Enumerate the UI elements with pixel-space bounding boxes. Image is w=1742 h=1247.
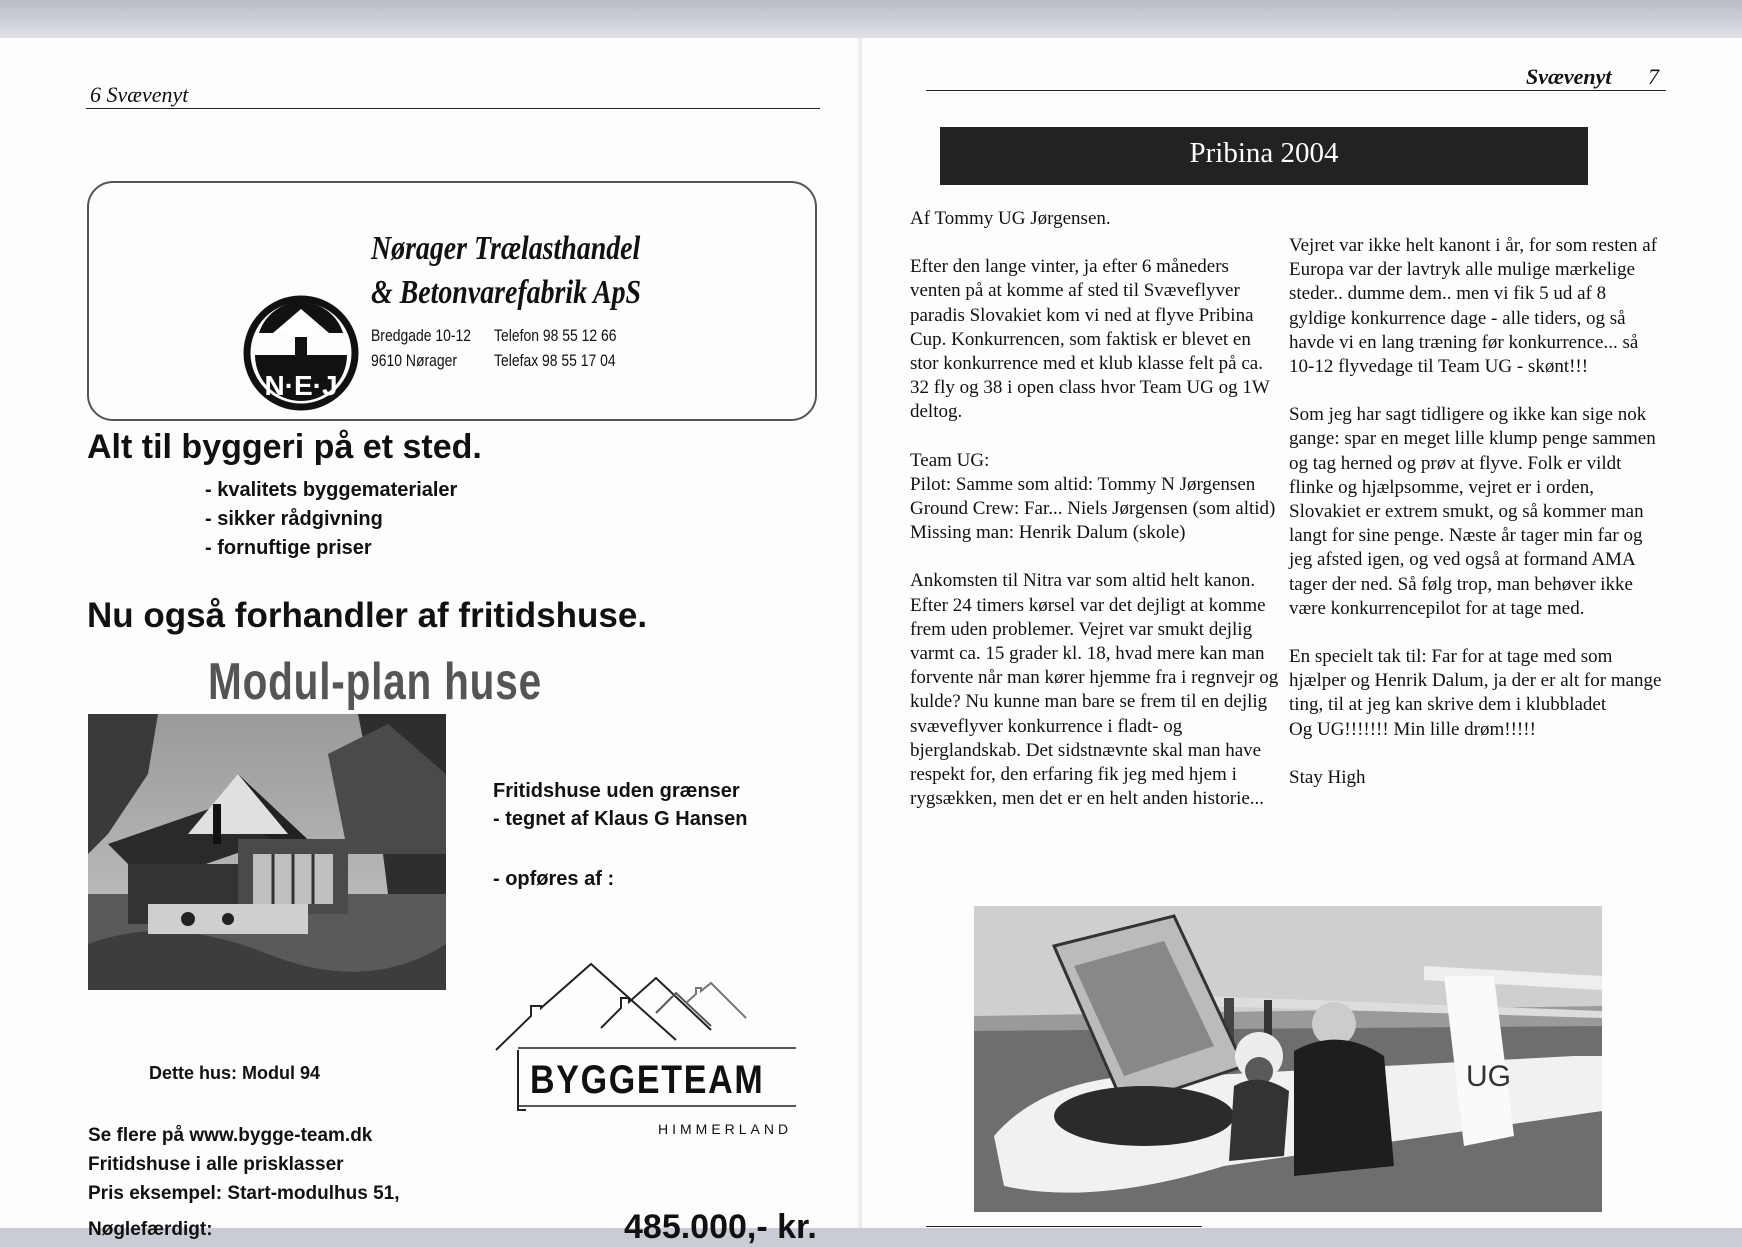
svg-text:UG: UG [1466,1060,1511,1093]
scan-top-edge [0,0,1742,38]
benefit-list [205,476,457,563]
turnkey-label: Nøglefærdigt: [88,1219,213,1240]
info-line: Pris eksempel: Start-modulhus 51, [88,1183,400,1204]
article-paragraph: Efter den lange vinter, ja efter 6 måneders venten på at komme af sted til Svæveflyver paradis Slovakiet kom vi ned at flyve Pribina Cup. Konkurrencen, som faktisk er blevet en stor konkurrence med et klub klasse felt på ca. 32 fly og 38 i open class hvor Team UG og 1W deltog. [910,256,1270,423]
benefit-item: - kvalitets byggematerialer [205,479,458,501]
address-line1: Bredgade 10-12 [371,326,471,345]
article-paragraph: Ankomsten til Nitra var som altid helt kanon. Efter 24 timers kørsel var det dejligt at komme frem uden problemer. Vejret var smukt dejlig varmt ca. 15 grader kl. 18, hvad mere kan man forvente når man kører hjemme fra i regnvejr og kulde? Nu kunne man bare se frem til en dejlig svæveflyver konkurrence i fladt- og bjerglandskab. Det sidstnævnte skal man have respekt for, den erfaring fik jeg med hjem i rygsækken, men det er en helt anden historie... [910,570,1279,810]
page-number: 7 [1648,64,1659,89]
house-photo [88,714,446,990]
modul-plan-title: Modul-plan huse [208,653,542,711]
byggeteam-wordmark: BYGGETEAM [530,1058,765,1102]
article-paragraph: Som jeg har sagt tidligere og ikke kan sige nok gange: spar en meget lille klump penge sammen og tag herned og prøv at flyve. Folk er vildt flinke og hjælpsomme, vejret er i orden, Slovakiet er extrem smukt, og så kommer man langt for sine penge. Næste år tager min far og jeg afsted igen, og ved også at formand AMA tager der ned. Så følg trop, man behøver ikke være konkurrencepilot for at tage med. [1289,404,1656,619]
team-missing: Missing man: Henrik Dalum (skole) [910,522,1186,544]
article-column-1 [910,207,1282,835]
built-by-label: - opføres af : [493,868,615,890]
article-byline: Af Tommy UG Jørgensen. [910,208,1111,229]
benefit-item: - sikker rådgivning [205,508,383,530]
page-header-left: 6 Svævenyt [90,82,189,107]
article-paragraph: En specielt tak til: Far for at tage med som hjælper og Henrik Dalum, ja der er alt for mange ting, til at jeg kan skrive dem i klubbladet [1289,646,1662,716]
info-line: Se flere på www.bygge-team.dk [88,1125,373,1146]
bottom-rule [926,1226,1202,1227]
price-value: 485.000,- kr. [624,1208,817,1246]
glider-photo [974,906,1602,1212]
team-crew: Ground Crew: Far... Niels Jørgensen (som altid) [910,498,1276,520]
house-caption: Dette hus: Modul 94 [149,1063,321,1083]
header-rule [86,108,820,109]
page-header-name: Svævenyt [1526,64,1612,89]
article-paragraph: Vejret var ikke helt kanont i år, for som resten af Europa var der lavtryk alle mulige mærkelige steder.. dumme dem.. men vi fik 5 ud af 8 gyldige konkurrence dage - alle tiders, og så havde vi en lang træning før konkurrence... så 10-12 flyvedage til Team UG - skønt!!! [1289,235,1658,378]
advertiser-box [87,181,817,421]
article-title-banner: Pribina 2004 [940,127,1588,185]
benefit-item: - fornuftige priser [205,537,372,559]
article-exclamation: Og UG!!!!!!! Min lille drøm!!!!! [1289,718,1536,740]
header-rule-right [926,90,1666,91]
fritid-line2: - tegnet af Klaus G Hansen [493,808,748,830]
svg-text:N·E·J: N·E·J [264,370,338,401]
article-column-2 [1289,234,1664,814]
company-name-line1: Nørager Trælasthandel [371,230,641,267]
fritid-line1: Fritidshuse uden grænser [493,780,740,802]
slogan-heading: Alt til byggeri på et sted. [87,428,482,466]
glider-image-icon [974,906,1602,1212]
info-line: Fritidshuse i alle prisklasser [88,1154,344,1175]
himmerland-label: HIMMERLAND [658,1121,793,1137]
house-image-icon [88,714,446,990]
phone-number: Telefon 98 55 12 66 [494,326,617,345]
address-line2: 9610 Nørager [371,351,458,370]
info-lines [88,1121,400,1208]
article-signoff: Stay High [1289,766,1366,788]
team-pilot: Pilot: Samme som altid: Tommy N Jørgensen [910,473,1256,495]
company-name-line2: & Betonvarefabrik ApS [371,274,642,311]
team-heading: Team UG: [910,449,990,471]
summerhouse-headline: Nu også forhandler af fritidshuse. [87,596,648,635]
left-page [0,38,862,1246]
svg-text:LS1: LS1 [1228,1128,1257,1151]
nej-logo-icon [245,275,363,435]
fax-number: Telefax 98 55 17 04 [494,351,616,370]
